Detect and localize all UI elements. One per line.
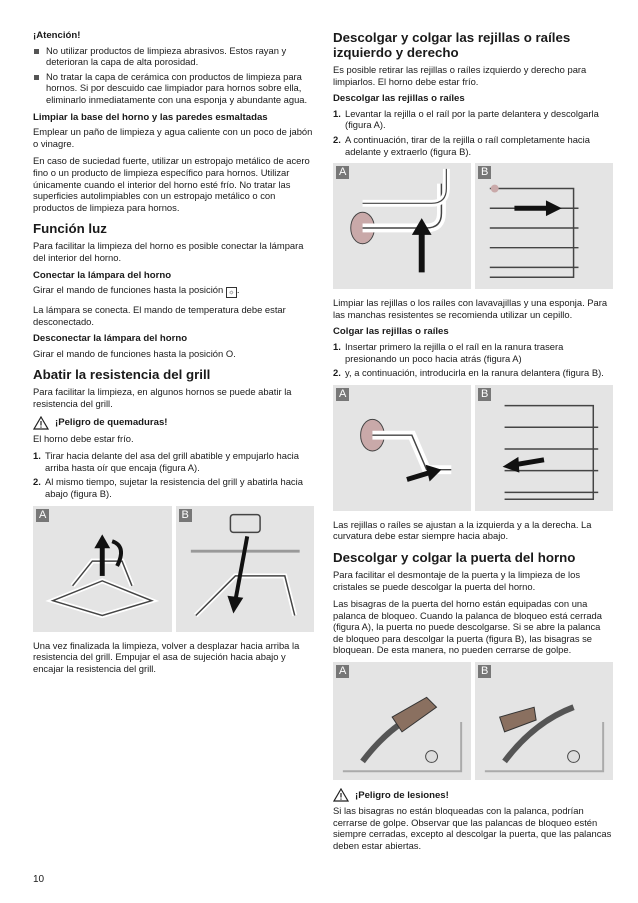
section-heading-connect: Conectar la lámpara del horno (33, 269, 172, 281)
list-item: No tratar la capa de cerámica con productos de limpieza para hornos. Si por descuido cae limpiador para hornos sobre ella, eliminarlo inmediatamente con una esponja y abundante agua. (33, 71, 314, 106)
paragraph: Si las bisagras no están bloqueadas con la palanca, podrían cerrarse de golpe. Observar que las palancas de bloqueo estén siempre cerradas, excepto al descolgar la puerta, que las palancas deben estar abiertas. (333, 805, 612, 851)
section-heading-unhang: Descolgar las rejillas o raíles (333, 93, 465, 105)
warning-triangle-icon (33, 416, 49, 430)
grill-raise-illustration (33, 506, 172, 632)
section-title-door: Descolgar y colgar la puerta del horno (333, 549, 576, 565)
paragraph: Para facilitar la limpieza del horno es posible conectar la lámpara del interior del horno. (33, 240, 304, 263)
rails-hang-figure (333, 385, 613, 511)
right-column (333, 30, 613, 857)
off-symbol: O. (225, 347, 236, 359)
attention-heading: ¡Atención! (33, 30, 81, 41)
section-heading-base: Limpiar la base del horno y las paredes esmaltadas (33, 111, 268, 123)
step-item: 2. y, a continuación, introducirla en la ranura delantera (figura B). (333, 367, 604, 379)
unhang-steps (333, 108, 613, 157)
grill-figure (33, 506, 314, 632)
burn-warning (33, 416, 314, 430)
step-item: 1. Tirar hacia delante del asa del grill abatible y empujarlo hacia arriba hasta oír que encaja (figura A). (33, 450, 299, 473)
paragraph: El horno debe estar frío. (33, 432, 134, 444)
section-title-grill: Abatir la resistencia del grill (33, 367, 211, 383)
left-column (33, 30, 314, 680)
injury-warning (333, 788, 613, 802)
hang-steps (333, 341, 613, 379)
step-item: 2. A continuación, tirar de la rejilla o raíl completamente hacia adelante y extraerlo (figura B). (333, 133, 590, 157)
paragraph: Para facilitar el desmontaje de la puerta y la limpieza de los cristales se puede descolgar la puerta del horno. (333, 568, 581, 592)
paragraph: En caso de suciedad fuerte, utilizar un estropajo metálico de acero fino o un producto de limpieza específico para hornos. Utilizar únicamente cuando el interior del horno esté frío. No tratar las superficies autolimpiables con un estropajo metálico o con productos de limpieza para hornos. (33, 155, 310, 213)
step-item: 1. Levantar la rejilla o el raíl por la parte delantera y descolgarla (figura A). (333, 107, 599, 131)
paragraph: La lámpara se conecta. El mando de temperatura debe estar desconectado. (33, 304, 286, 327)
figure-panel-b: B (475, 163, 613, 289)
section-heading-disconnect: Desconectar la lámpara del horno (33, 333, 188, 345)
paragraph: Girar el mando de funciones hasta la posición O. (33, 347, 236, 359)
figure-panel-a: A (33, 506, 172, 632)
page-number: 10 (33, 874, 45, 885)
lamp-symbol-icon: ☼ (226, 287, 237, 298)
warning-title: ¡Peligro de quemaduras! (55, 417, 168, 429)
rail-lift-illustration (333, 163, 471, 289)
grill-lower-illustration (176, 506, 315, 632)
warning-triangle-icon (333, 788, 349, 802)
paragraph: Girar el mando de funciones hasta la posición ☼ . (33, 284, 240, 297)
paragraph: Una vez finalizada la limpieza, volver a desplazar hacia arriba la resistencia del grill. Empujar el asa de sujeción hacia abajo y encajar la resistencia del grill. (33, 639, 300, 674)
paragraph: Las rejillas o raíles se ajustan a la izquierda y a la derecha. La curvatura debe estar siempre hacia abajo. (333, 518, 592, 542)
step-item: 1. Insertar primero la rejilla o el raíl en la ranura trasera presionando un poco hacia atrás (figura A) (333, 340, 564, 364)
door-hinge-figure (333, 662, 613, 780)
paragraph: Emplear un paño de limpieza y agua caliente con un poco de jabón o vinagre. (33, 126, 313, 149)
section-title-light: Función luz (33, 221, 107, 237)
rail-insert-illustration (333, 385, 471, 511)
rail-front-insert-illustration (475, 385, 613, 511)
paragraph: Las bisagras de la puerta del horno están equipadas con una palanca de bloqueo. Cuando la palanca de bloqueo está cerrada (figura A), la puerta no puede descolgarse. Si se abre la palanca de bloqueo para descolgar la puerta (figura B), las bisagras se bloquean. De esta manera, no pueden cerrarse de golpe. (333, 598, 602, 656)
hinge-unlocked-illustration (475, 662, 613, 780)
figure-panel-b: B (475, 385, 613, 511)
section-heading-hang: Colgar las rejillas o raíles (333, 326, 449, 338)
hinge-locked-illustration (333, 662, 471, 780)
figure-panel-a: A (333, 163, 471, 289)
rail-pull-illustration (475, 163, 613, 289)
figure-panel-b: B (475, 662, 613, 780)
figure-panel-a: A (333, 385, 471, 511)
paragraph: Limpiar las rejillas o los raíles con lavavajillas y una esponja. Para las manchas resistentes se recomienda utilizar un cepillo. (333, 297, 608, 320)
paragraph: Para facilitar la limpieza, en algunos hornos se puede abatir la resistencia del grill. (33, 386, 292, 410)
grill-steps (33, 450, 314, 499)
attention-list (33, 45, 314, 106)
paragraph: Es posible retirar las rejillas o raíles izquierdo y derecho para limpiarlos. El horno debe estar frío. (333, 64, 587, 87)
figure-panel-a: A (333, 662, 471, 780)
section-title-rails: Descolgar y colgar las rejillas o raíles izquierdo y derecho (333, 30, 571, 60)
list-item: No utilizar productos de limpieza abrasivos. Estos rayan y deterioran la capa de alta porosidad. (33, 45, 314, 68)
step-item: 2. Al mismo tiempo, sujetar la resistencia del grill y abatirla hacia abajo (figura B). (33, 476, 303, 500)
rails-unhang-figure (333, 163, 613, 289)
figure-panel-b: B (176, 506, 315, 632)
warning-title: ¡Peligro de lesiones! (355, 789, 449, 801)
